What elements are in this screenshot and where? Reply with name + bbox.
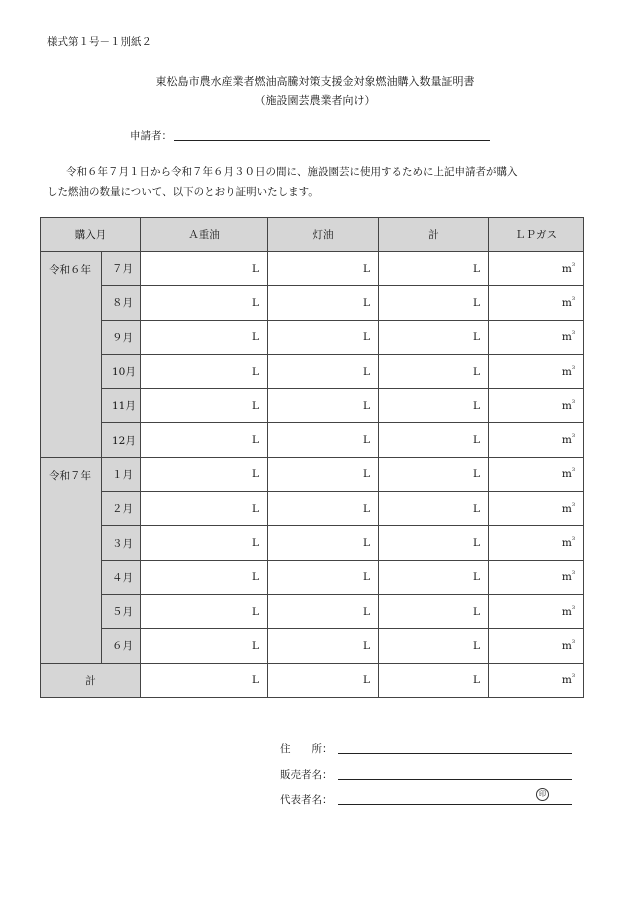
unit-cubic-meter: m: [561, 468, 572, 481]
unit-liter: L: [363, 296, 370, 309]
cubic-meter-cell[interactable]: [489, 457, 584, 491]
liter-cell[interactable]: [141, 663, 268, 697]
unit-cubic-superscript: 3: [571, 604, 575, 611]
unit-liter: L: [473, 399, 480, 412]
fuel-quantity-table: [40, 217, 584, 698]
month-label: 12月: [102, 423, 141, 457]
unit-cubic-meter: m: [561, 262, 572, 275]
seller-name-input-line[interactable]: [338, 779, 572, 780]
liter-cell[interactable]: [379, 423, 489, 457]
month-label: ４月: [102, 560, 141, 594]
month-label: ９月: [102, 320, 141, 354]
liter-cell[interactable]: [268, 286, 379, 320]
liter-cell[interactable]: [268, 320, 379, 354]
liter-cell[interactable]: [379, 286, 489, 320]
table-row: [41, 423, 584, 457]
unit-liter: L: [252, 605, 259, 618]
month-label: ６月: [102, 629, 141, 663]
cubic-meter-cell[interactable]: [489, 560, 584, 594]
liter-cell[interactable]: [141, 320, 268, 354]
liter-cell[interactable]: [379, 252, 489, 286]
liter-cell[interactable]: [379, 526, 489, 560]
unit-cubic-superscript: 3: [571, 295, 575, 302]
cubic-meter-cell[interactable]: [489, 594, 584, 628]
unit-cubic-superscript: 3: [571, 330, 575, 337]
unit-liter: L: [473, 262, 480, 275]
liter-cell[interactable]: [268, 423, 379, 457]
unit-liter: L: [252, 262, 259, 275]
document-title: 東松島市農水産業者燃油高騰対策支援金対象燃油購入数量証明書: [155, 75, 475, 88]
unit-cubic-superscript: 3: [571, 398, 575, 405]
unit-cubic-meter: m: [561, 639, 572, 652]
applicant-input-line[interactable]: [174, 140, 490, 141]
liter-cell[interactable]: [268, 457, 379, 491]
unit-liter: L: [363, 674, 370, 687]
liter-cell[interactable]: [268, 526, 379, 560]
liter-cell[interactable]: [379, 457, 489, 491]
unit-cubic-superscript: 3: [571, 673, 575, 680]
unit-liter: L: [473, 639, 480, 652]
cubic-meter-cell[interactable]: [489, 663, 584, 697]
form-id: 様式第１号－１別紙２: [47, 36, 152, 48]
liter-cell[interactable]: [379, 389, 489, 423]
unit-cubic-meter: m: [561, 434, 572, 447]
month-label: ５月: [102, 594, 141, 628]
unit-liter: L: [363, 571, 370, 584]
applicant-label: 申請者：: [130, 130, 172, 142]
unit-cubic-meter: m: [561, 399, 572, 412]
liter-cell[interactable]: [141, 457, 268, 491]
table-row: [41, 492, 584, 526]
unit-cubic-superscript: 3: [571, 536, 575, 543]
liter-cell[interactable]: [141, 286, 268, 320]
unit-liter: L: [473, 331, 480, 344]
header-kerosene: 灯油: [268, 218, 379, 252]
month-label: 11月: [102, 389, 141, 423]
liter-cell[interactable]: [268, 560, 379, 594]
seller-name-label: 販売者名：: [280, 769, 333, 781]
representative-name-label: 代表者名：: [280, 794, 333, 806]
unit-cubic-meter: m: [561, 571, 572, 584]
unit-liter: L: [473, 537, 480, 550]
liter-cell[interactable]: [141, 594, 268, 628]
unit-cubic-meter: m: [561, 365, 572, 378]
cubic-meter-cell[interactable]: [489, 526, 584, 560]
cubic-meter-cell[interactable]: [489, 354, 584, 388]
liter-cell[interactable]: [268, 492, 379, 526]
unit-liter: L: [252, 571, 259, 584]
cubic-meter-cell[interactable]: [489, 389, 584, 423]
unit-cubic-superscript: 3: [571, 467, 575, 474]
unit-liter: L: [363, 502, 370, 515]
unit-liter: L: [252, 674, 259, 687]
unit-cubic-superscript: 3: [571, 570, 575, 577]
table-row: [41, 389, 584, 423]
total-row: [41, 663, 584, 697]
unit-liter: L: [252, 468, 259, 481]
header-a-heavy-oil: Ａ重油: [141, 218, 268, 252]
unit-cubic-meter: m: [561, 331, 572, 344]
liter-cell[interactable]: [141, 389, 268, 423]
table-row: [41, 286, 584, 320]
unit-liter: L: [252, 399, 259, 412]
unit-cubic-meter: m: [561, 605, 572, 618]
table-row: [41, 252, 584, 286]
unit-liter: L: [473, 571, 480, 584]
year-label-r7: 令和７年: [41, 457, 102, 663]
month-label: ８月: [102, 286, 141, 320]
liter-cell[interactable]: [141, 354, 268, 388]
liter-cell[interactable]: [141, 629, 268, 663]
unit-cubic-meter: m: [561, 502, 572, 515]
header-lp-gas: ＬＰガス: [489, 218, 584, 252]
liter-cell[interactable]: [268, 252, 379, 286]
liter-cell[interactable]: [379, 320, 489, 354]
table-row: [41, 560, 584, 594]
unit-liter: L: [363, 434, 370, 447]
unit-liter: L: [473, 502, 480, 515]
unit-cubic-superscript: 3: [571, 433, 575, 440]
unit-liter: L: [363, 537, 370, 550]
unit-liter: L: [473, 365, 480, 378]
unit-liter: L: [363, 331, 370, 344]
liter-cell[interactable]: [379, 663, 489, 697]
table-row: [41, 526, 584, 560]
unit-liter: L: [252, 296, 259, 309]
liter-cell[interactable]: [268, 663, 379, 697]
liter-cell[interactable]: [268, 629, 379, 663]
unit-liter: L: [363, 639, 370, 652]
unit-liter: L: [473, 605, 480, 618]
unit-liter: L: [252, 331, 259, 344]
address-input-line[interactable]: [338, 753, 572, 754]
liter-cell[interactable]: [141, 526, 268, 560]
month-label: ３月: [102, 526, 141, 560]
table-row: [41, 354, 584, 388]
unit-liter: L: [363, 262, 370, 275]
cubic-meter-cell[interactable]: [489, 492, 584, 526]
table-row: [41, 629, 584, 663]
liter-cell[interactable]: [379, 594, 489, 628]
header-purchase-month: 購入月: [41, 218, 141, 252]
liter-cell[interactable]: [268, 354, 379, 388]
representative-name-input-line[interactable]: [338, 804, 572, 805]
unit-liter: L: [363, 468, 370, 481]
cubic-meter-cell[interactable]: [489, 629, 584, 663]
unit-liter: L: [252, 365, 259, 378]
unit-liter: L: [252, 434, 259, 447]
liter-cell[interactable]: [268, 594, 379, 628]
year-label-r6: 令和６年: [41, 252, 102, 458]
unit-cubic-superscript: 3: [571, 364, 575, 371]
liter-cell[interactable]: [268, 389, 379, 423]
total-label: 計: [41, 663, 141, 697]
document-subtitle: （施設園芸農業者向け）: [254, 94, 376, 107]
cubic-meter-cell[interactable]: [489, 320, 584, 354]
month-label: ７月: [102, 252, 141, 286]
unit-cubic-superscript: 3: [571, 501, 575, 508]
unit-cubic-meter: m: [561, 296, 572, 309]
table-row: [41, 457, 584, 491]
table-header-row: [41, 218, 584, 252]
liter-cell[interactable]: [141, 423, 268, 457]
liter-cell[interactable]: [379, 629, 489, 663]
liter-cell[interactable]: [141, 560, 268, 594]
unit-liter: L: [252, 537, 259, 550]
unit-liter: L: [473, 434, 480, 447]
cubic-meter-cell[interactable]: [489, 423, 584, 457]
cubic-meter-cell[interactable]: [489, 286, 584, 320]
unit-liter: L: [473, 674, 480, 687]
seal-mark-icon: 印: [536, 788, 549, 801]
liter-cell[interactable]: [379, 560, 489, 594]
unit-liter: L: [252, 502, 259, 515]
unit-liter: L: [363, 605, 370, 618]
unit-cubic-meter: m: [561, 674, 572, 687]
unit-cubic-superscript: 3: [571, 261, 575, 268]
unit-liter: L: [252, 639, 259, 652]
unit-liter: L: [363, 399, 370, 412]
header-subtotal: 計: [379, 218, 489, 252]
liter-cell[interactable]: [379, 492, 489, 526]
table-row: [41, 594, 584, 628]
liter-cell[interactable]: [379, 354, 489, 388]
month-label: １月: [102, 457, 141, 491]
body-text-line-2: した燃油の数量について、以下のとおり証明いたします。: [47, 186, 319, 198]
unit-liter: L: [363, 365, 370, 378]
unit-cubic-superscript: 3: [571, 638, 575, 645]
month-label: 10月: [102, 354, 141, 388]
address-label: 住 所：: [280, 743, 333, 755]
table-row: [41, 320, 584, 354]
liter-cell[interactable]: [141, 252, 268, 286]
body-text-line-1: 令和６年７月１日から令和７年６月３０日の間に、施設園芸に使用するために上記申請者が購入: [66, 166, 518, 178]
month-label: ２月: [102, 492, 141, 526]
liter-cell[interactable]: [141, 492, 268, 526]
unit-cubic-meter: m: [561, 537, 572, 550]
unit-liter: L: [473, 296, 480, 309]
cubic-meter-cell[interactable]: [489, 252, 584, 286]
unit-liter: L: [473, 468, 480, 481]
